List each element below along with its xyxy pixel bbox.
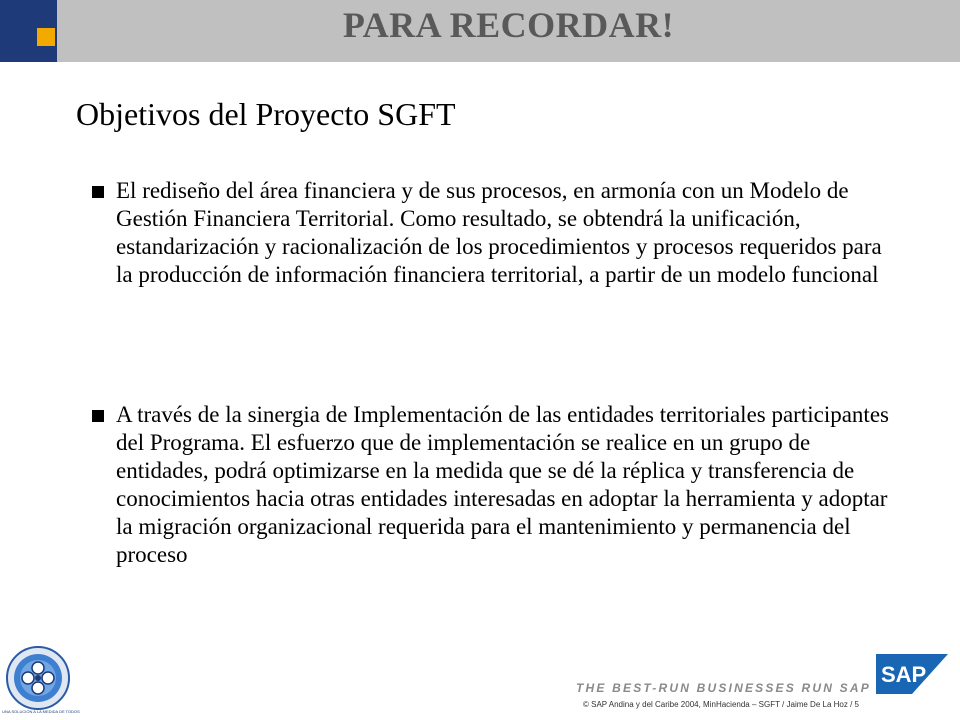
slide-title: Objetivos del Proyecto SGFT	[76, 96, 456, 132]
bullet-item-1	[92, 177, 902, 289]
left-logo-caption: UNA SOLUCIÓN A LA MEDIDA DE TODOS	[2, 709, 80, 714]
bullet-text-2: A través de la sinergia de Implementación de las entidades territoriales participantes del Programa. El esfuerzo que de implementación se realice en un grupo de entidades, podrá optimizarse en la medida que se dé la réplica y transferencia de conocimientos hacia otras entidades interesadas en adoptar la herramienta y adoptar la migración organizacional requerida para el mantenimiento y permanencia del proceso	[116, 402, 889, 567]
sap-tagline: THE BEST-RUN BUSINESSES RUN SAP	[576, 681, 871, 695]
bullet-text-1: El rediseño del área financiera y de sus procesos, en armonía con un Modelo de Gestión Financiera Territorial. Como resultado, se obtendrá la unificación, estandarización y racionalización de los procedimientos y procesos requeridos para la producción de información financiera territorial, a partir de un modelo funcional	[116, 178, 882, 287]
header-orange-square	[37, 28, 55, 46]
bullet-item-2	[92, 401, 902, 569]
sap-logo-icon	[876, 654, 948, 694]
square-bullet-icon	[92, 186, 104, 198]
svg-text:SAP: SAP	[881, 662, 927, 687]
footer-copyright: © SAP Andina y del Caribe 2004, MinHacienda – SGFT / Jaime De La Hoz / 5	[583, 700, 859, 709]
header-title: PARA RECORDAR!	[342, 5, 675, 45]
square-bullet-icon	[92, 410, 104, 422]
